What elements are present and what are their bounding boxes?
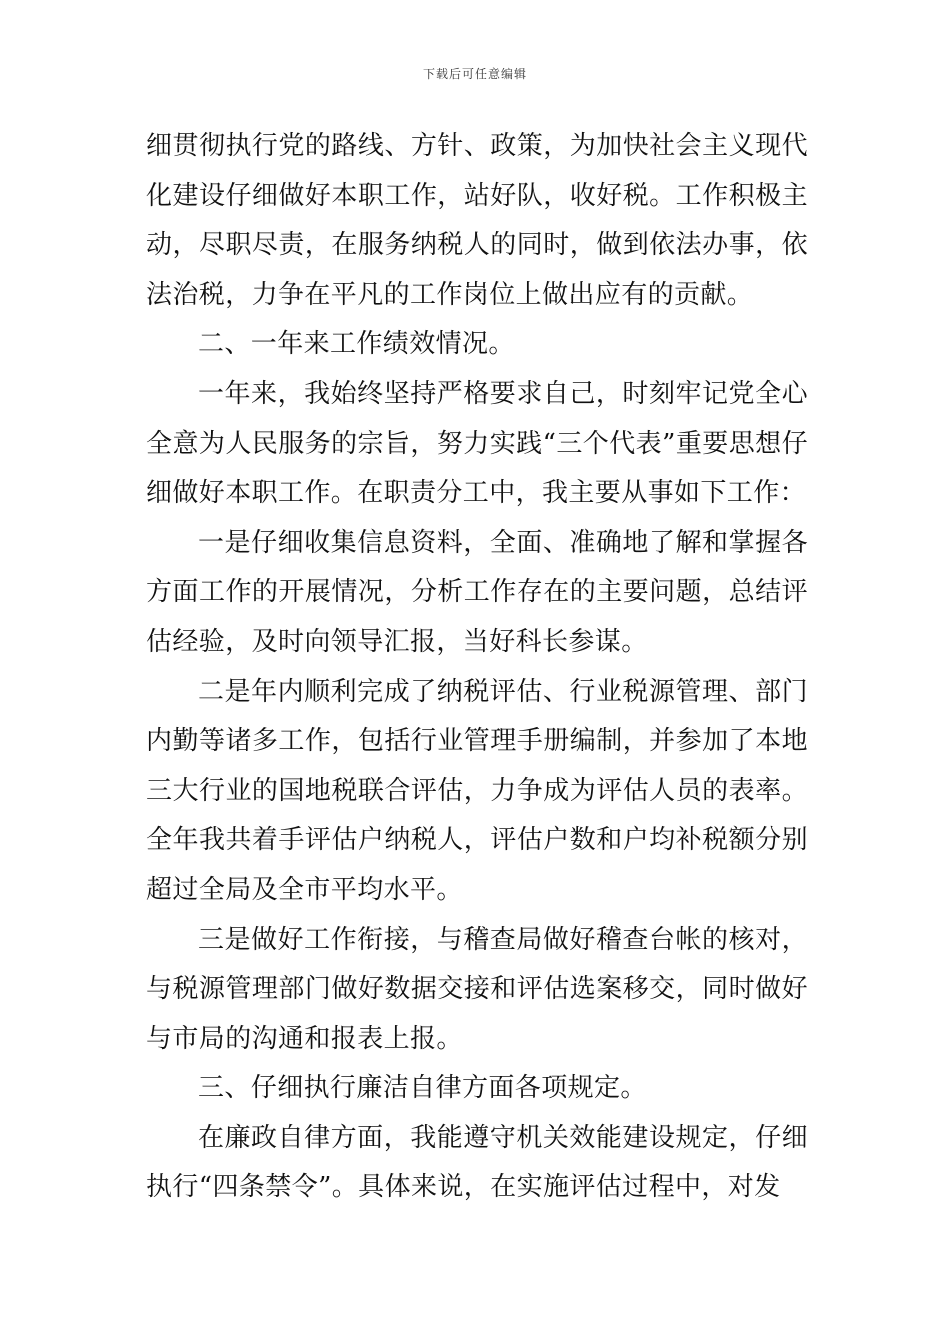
section-heading-2: 二、一年来工作绩效情况。 [198,329,515,360]
paragraph-overview: 一年来，我始终坚持严格要求自己，时刻牢记党全心全意为人民服务的宗旨，努力实践“三个代表”重要思想仔细做好本职工作。在职责分工中，我主要从事如下工作： [146,378,808,509]
paragraph-item-1: 一是仔细收集信息资料，全面、准确地了解和掌握各方面工作的开展情况，分析工作存在的主要问题，总结评估经验，及时向领导汇报，当好科长参谋。 [146,527,808,657]
paragraph-item-2: 二是年内顺利完成了纳税评估、行业税源管理、部门内勤等诸多工作，包括行业管理手册编制，并参加了本地三大行业的国地税联合评估，力争成为评估人员的表率。全年我共着手评估户纳税人，评估户数和户均补税额分别超过全局及全市平均水平。 [146,676,808,905]
header-note: 下载后可任意编辑 [422,67,527,81]
paragraph-item-3: 三是做好工作衔接，与稽查局做好稽查台帐的核对，与税源管理部门做好数据交接和评估选案移交，同时做好与市局的沟通和报表上报。 [146,924,808,1054]
section-heading-3: 三、仔细执行廉洁自律方面各项规定。 [198,1073,647,1104]
paragraph-integrity: 在廉政自律方面，我能遵守机关效能建设规定，仔细执行“四条禁令”。具体来说，在实施评估过程中，对发 [146,1122,808,1203]
paragraph-continuation: 细贯彻执行党的路线、方针、政策，为加快社会主义现代化建设仔细做好本职工作，站好队，收好税。工作积极主动，尽职尽责，在服务纳税人的同时，做到依法办事，依法治税，力争在平凡的工作岗位上做出应有的贡献。 [146,131,808,310]
document-body [146,122,808,1213]
